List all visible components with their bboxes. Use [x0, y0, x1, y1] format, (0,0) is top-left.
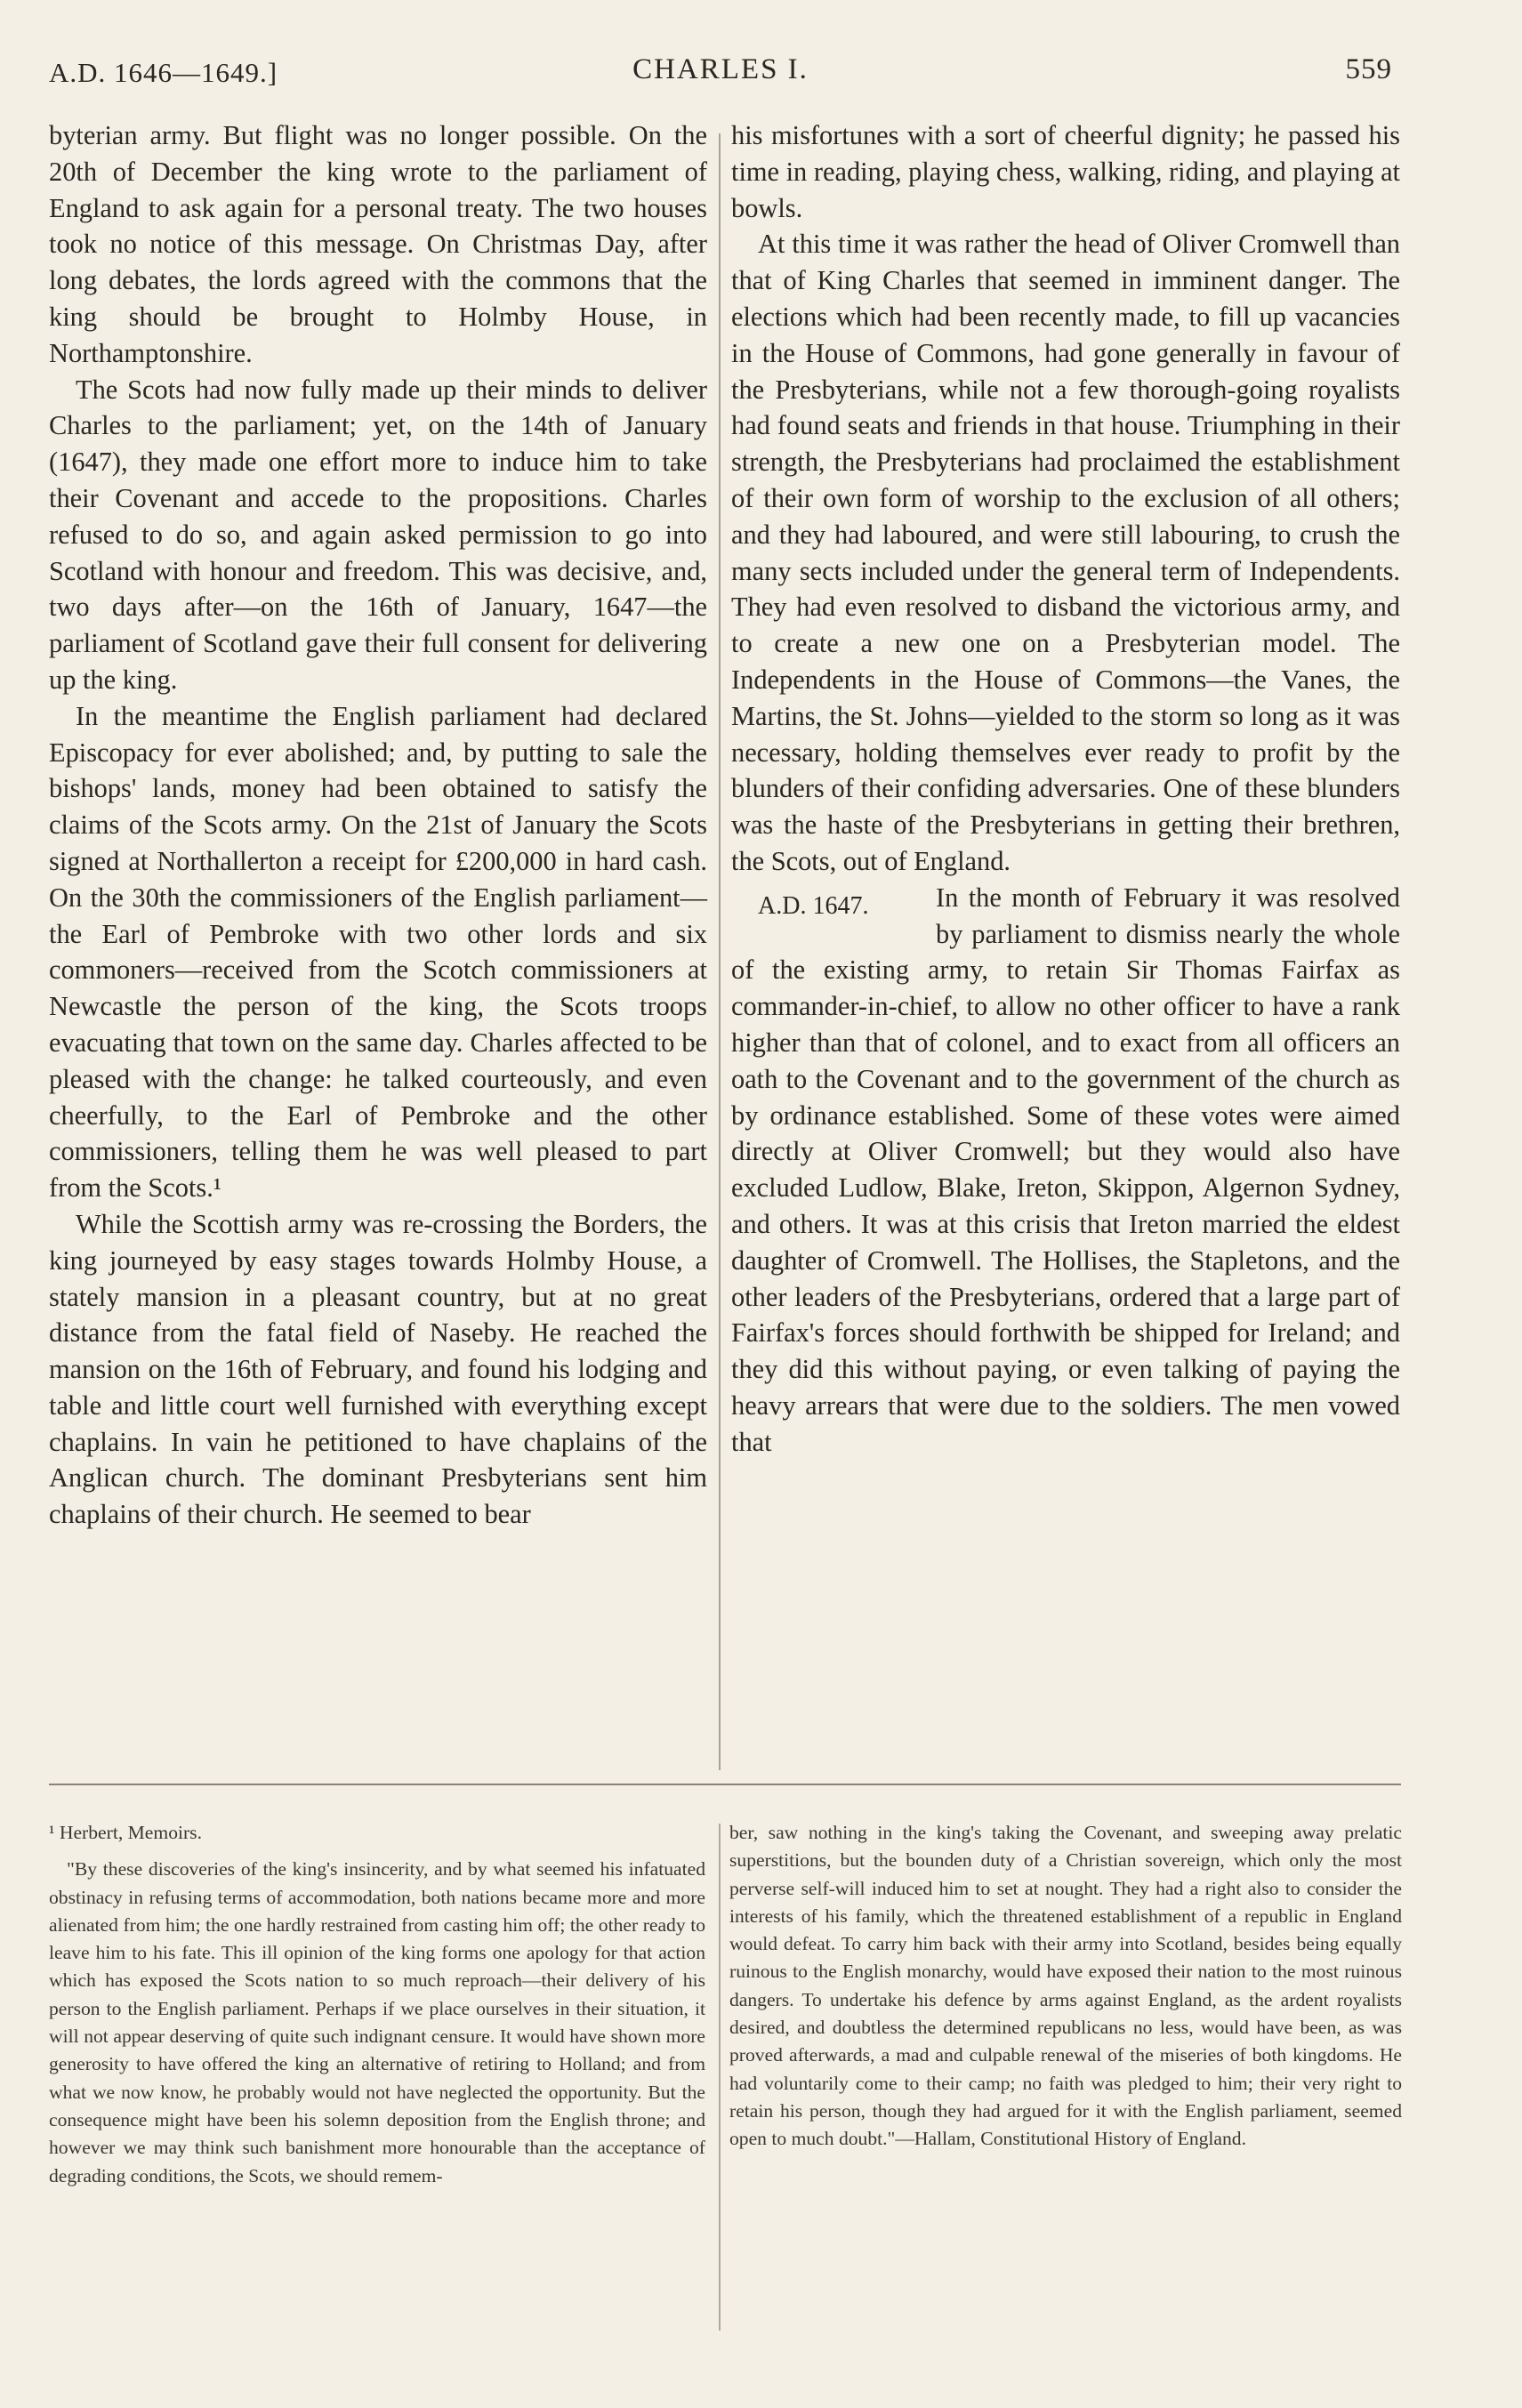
left-column	[49, 117, 707, 1533]
paragraph: In the month of February it was resolved by parliament to dismiss nearly the whole of the existing army, to retain Sir Thomas Fairfax as commander-in-chief, to allow no other officer to have a rank higher than that of colonel, and to exact from all officers an oath to the Covenant and to the government of the church as by ordinance established. Some of these votes were aimed directly at Oliver Cromwell; but they would also have excluded Ludlow, Blake, Ireton, Skippon, Algernon Sydney, and others. It was at this crisis that Ireton married the eldest daughter of Cromwell. The Hollises, the Stapletons, and the other leaders of the Presbyterians, ordered that a large part of Fairfax's forces should forthwith be shipped for Ireland; and they did this without paying, or even talking of paying the heavy arrears that were due to the soldiers. The men vowed that	[731, 882, 1400, 1457]
paragraph: While the Scottish army was re-crossing the Borders, the king journeyed by easy stages towards Holmby House, a stately mansion in a pleasant country, but at no great distance from the fatal field of Naseby. He reached the mansion on the 16th of February, and found his lodging and table and little court well furnished with everything except chaplains. In vain he petitioned to have chaplains of the Anglican church. The dominant Presbyterians sent him chaplains of their church. He seemed to bear	[49, 1208, 707, 1530]
paragraph: byterian army. But flight was no longer possible. On the 20th of December the king wrote to the parliament of England to ask again for a personal treaty. The two houses took no notice of this message. On Christmas Day, after long debates, the lords agreed with the commons that the king should be brought to Holmby House, in Northamptonshire.	[49, 120, 707, 368]
right-column	[731, 117, 1400, 1460]
paragraph: At this time it was rather the head of Oliver Cromwell than that of King Charles that seemed in imminent danger. The elections which had been recently made, to fill up vacancies in the House of Commons, had gone generally in favour of the Presbyterians, while not a few thorough-going royalists had found seats and friends in that house. Triumphing in their strength, the Presbyterians had proclaimed the establishment of their own form of worship to the exclusion of all others; and they had laboured, and were still labouring, to crush the many sects included under the general term of Independents. They had even resolved to disband the victorious army, and to create a new one on a Presbyterian model. The Independents in the House of Commons—the Vanes, the Martins, the St. Johns—yielded to the storm so long as it was necessary, holding themselves ever ready to profit by the blunders of their confiding adversaries. One of these blunders was the haste of the Presbyterians in getting their brethren, the Scots, out of England.	[731, 229, 1400, 876]
paragraph: The Scots had now fully made up their minds to deliver Charles to the parliament; yet, on the 14th of January (1647), they made one effort more to induce him to take their Covenant and accede to the propositions. Charles refused to do so, and again asked permission to go into Scotland with honour and freedom. This was decisive, and, two days after—on the 16th of January, 1647—the parliament of Scotland gave their full consent for delivering up the king.	[49, 374, 707, 695]
page-number: 559	[1345, 53, 1392, 85]
margin-date-note: A.D. 1647.	[758, 891, 869, 920]
footnote-text-continued: ber, saw nothing in the king's taking the Covenant, and sweeping away prelatic superstitions, but the bounden duty of a Christian sovereign, which only the most perverse self-will induced him to set at nought. They had a right also to consider the interests of his family, which the threatened establishment of a republic in England would defeat. To carry him back with their army into Scotland, besides being equally ruinous to the English monarchy, would have exposed their nation to the most ruinous dangers. To undertake his defence by arms against England, as the ardent royalists desired, and doubtless the determined republicans no less, would have been, as was proved afterwards, a mad and culpable renewal of the miseries of both kingdoms. He had voluntarily come to their camp; no faith was pledged to him; their very right to retain his person, though they had argued for it with the English parliament, seemed open to much doubt."—Hallam, Constitutional History of England.	[729, 1822, 1402, 2150]
footnotes-left	[49, 1819, 705, 2190]
column-divider	[719, 133, 721, 1770]
footnote-citation: ¹ Herbert, Memoirs.	[49, 1822, 202, 1843]
paragraph: In the meantime the English parliament had declared Episcopacy for ever abolished; and, by putting to sale the bishops' lands, money had been obtained to satisfy the claims of the Scots army. On the 21st of January the Scots signed at Northallerton a receipt for £200,000 in hard cash. On the 30th the commissioners of the English parliament—the Earl of Pembroke with two other lords and six commoners—received from the Scotch commissioners at Newcastle the person of the king, the Scots troops evacuating that town on the same day. Charles affected to be pleased with the change: he talked courteously, and even cheerfully, to the Earl of Pembroke and the other commissioners, telling them he was well pleased to part from the Scots.¹	[49, 700, 707, 1204]
paragraph: his misfortunes with a sort of cheerful dignity; he passed his time in reading, playing chess, walking, riding, and playing at bowls.	[731, 120, 1401, 223]
footnote-separator	[49, 1784, 1401, 1785]
footnotes-right	[729, 1819, 1402, 2154]
page-header	[49, 52, 1392, 96]
header-title: CHARLES I.	[632, 53, 809, 85]
footnote-text: "By these discoveries of the king's insincerity, and by what seemed his infatuated obstinacy in refusing terms of accommodation, both nations became more and more alienated from him; the one hardly restrained from casting him off; the other ready to leave him to his fate. This ill opinion of the king forms one apology for that action which has exposed the Scots nation to so much reproach—their delivery of his person to the English parliament. Perhaps if we place ourselves in their situation, it will not appear deserving of quite such indignant censure. It would have shown more generosity to have offered the king an alternative of retiring to Holland; and from what we now know, he probably would not have neglected the opportunity. But the consequence might have been his solemn deposition from the English throne; and however we may think such banishment more honourable than the acceptance of degrading conditions, the Scots, we should remem-	[49, 1858, 705, 2187]
header-date-range: A.D. 1646—1649.]	[49, 57, 278, 88]
footnote-column-divider	[719, 1824, 721, 2331]
